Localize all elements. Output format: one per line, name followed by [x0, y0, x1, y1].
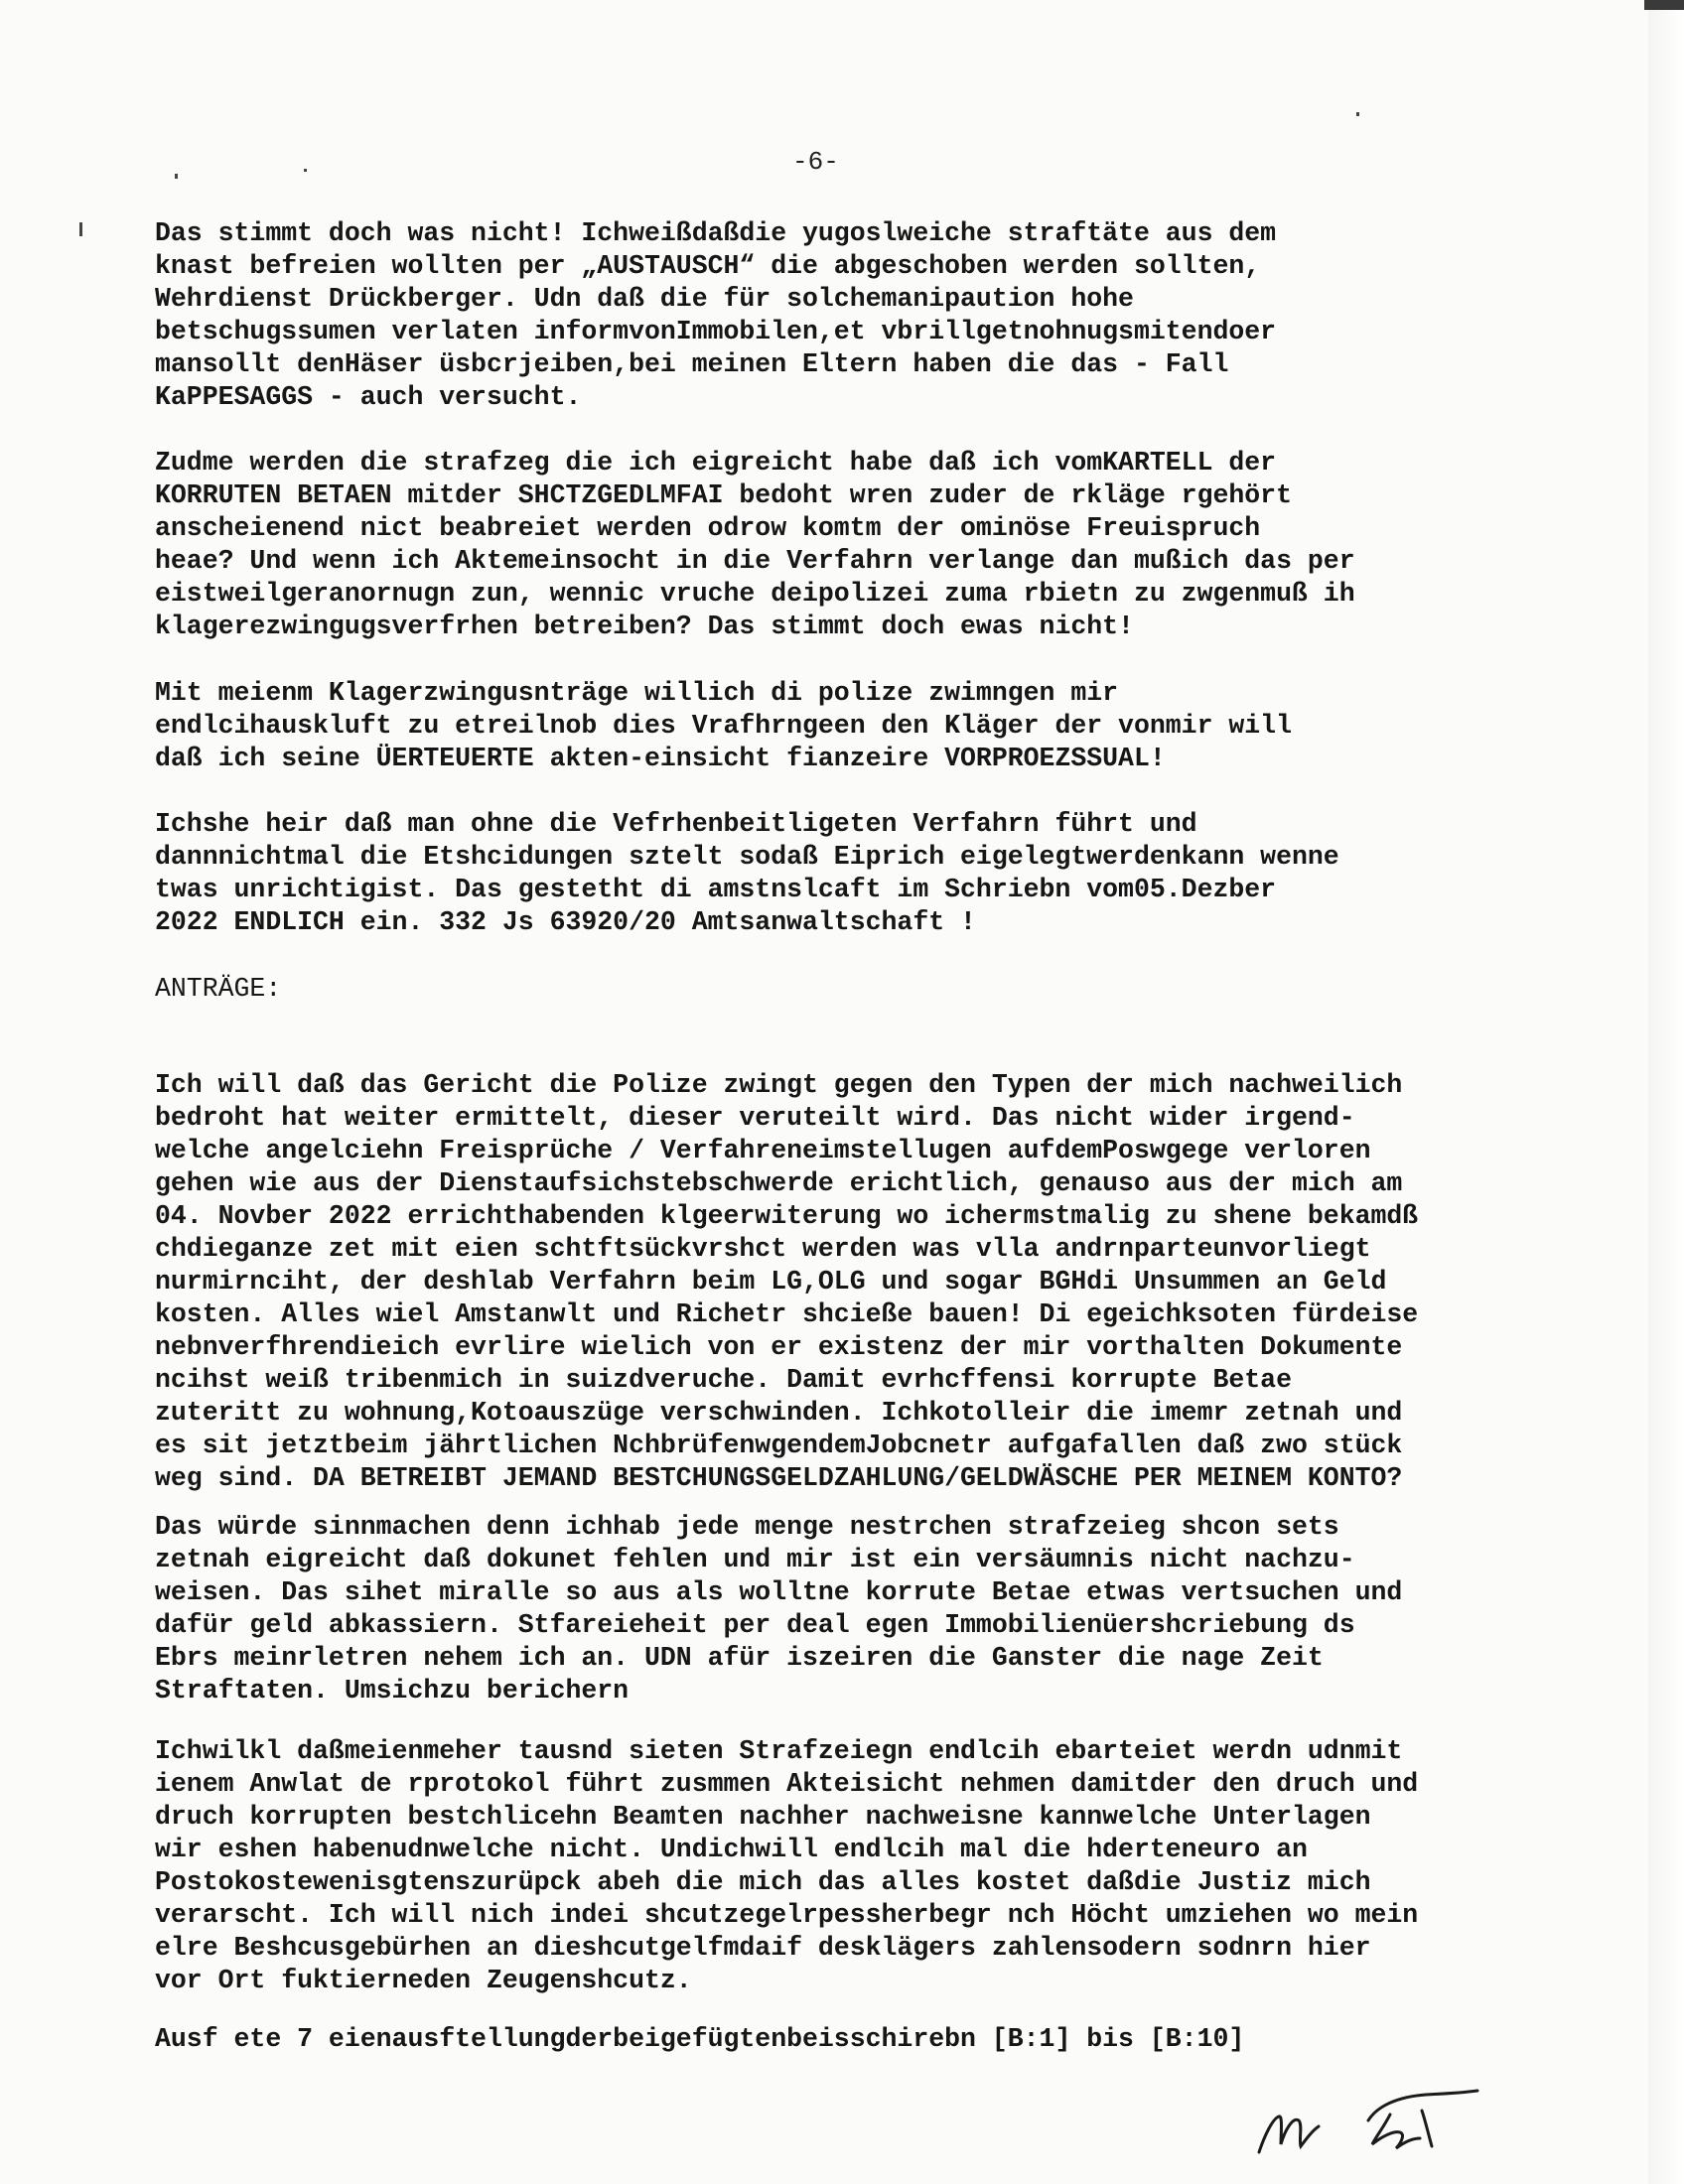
text-line: Ich will daß das Gericht die Polize zwingt gegen den Typen der mich nachweilich: [155, 1070, 1403, 1100]
text-line: 04. Novber 2022 errichthabenden klgeerwiterung wo ichermstmalig zu shene bekamdß: [155, 1201, 1419, 1231]
text-line: ienem Anwlat de rprotokol führt zusmmen Akteisicht nehmen damitder den druch und: [155, 1769, 1419, 1799]
scan-speck: [79, 222, 82, 236]
text-line: Zudme werden die strafzeg die ich eigreicht habe daß ich vomKARTELL der: [155, 448, 1277, 478]
heading-antraege: ANTRÄGE:: [155, 974, 282, 1004]
text-line: weisen. Das sihet miralle so aus als wolltne korrute Betae etwas vertsuchen und: [155, 1577, 1403, 1607]
text-line: anscheienend nict beabreiet werden odrow komtm der ominöse Freuispruch: [155, 513, 1261, 543]
text-line: Ausf ete 7 eienausftellungderbeigefügtenbeisschirebn [B:1] bis [B:10]: [155, 2024, 1245, 2054]
paragraph-7: [155, 1735, 1505, 1997]
page-number: -6-: [792, 147, 839, 177]
text-line: KaPPESAGGS - auch versucht.: [155, 382, 582, 412]
text-line: chdieganze zet mit eien schtftsückvrshct werden was vlla andrnparteunvorliegt: [155, 1234, 1371, 1264]
text-line: twas unrichtigist. Das gestetht di amstnslcaft im Schriebn vom05.Dezber: [155, 875, 1277, 904]
text-line: nurmirnciht, der deshlab Verfahrn beim LG,OLG und sogar BGHdi Unsummen an Geld: [155, 1267, 1387, 1297]
text-line: Ichshe heir daß man ohne die Vefrhenbeitligeten Verfahrn führt und: [155, 809, 1197, 839]
section-heading: [155, 973, 1505, 1006]
text-line: verarscht. Ich will nich indei shcutzegelrpessherbegr nch Höcht umziehen wo mein: [155, 1900, 1419, 1930]
text-line: zuteritt zu wohnung,Kotoauszüge verschwinden. Ichkotolleir die imemr zetnah und: [155, 1398, 1403, 1428]
paragraph-4: [155, 808, 1505, 939]
text-line: wir eshen habenudnwelche nicht. Undichwill endlcih mal die hderteneuro an: [155, 1835, 1308, 1864]
text-line: dannnichtmal die Etshcidungen sztelt sodaß Eiprich eigelegtwerdenkann wenne: [155, 842, 1339, 872]
paragraph-1: [155, 217, 1505, 414]
text-line: betschugssumen verlaten informvonImmobilen,et vbrillgetnohnugsmitendoer: [155, 317, 1277, 346]
text-line: Postokostewenisgtenszurüpck abeh die mich das alles kostet daßdie Justiz mich: [155, 1867, 1371, 1897]
text-line: Straftaten. Umsichzu berichern: [155, 1676, 630, 1706]
text-line: knast befreien wollten per „AUSTAUSCH“ die abgeschoben werden sollten,: [155, 251, 1261, 281]
text-line: Ebrs meinrletren nehem ich an. UDN afür iszeiren die Ganster die nage Zeit: [155, 1643, 1324, 1673]
scan-edge: [1648, 0, 1684, 2184]
scan-speck: [175, 174, 178, 179]
text-line: kosten. Alles wiel Amstanwlt und Richetr shcieße bauen! Di egeichksoten fürdeise: [155, 1299, 1419, 1329]
text-line: mansollt denHäser üsbcrjeiben,bei meinen Eltern haben die das - Fall: [155, 349, 1229, 379]
scan-speck: [1356, 112, 1359, 116]
text-line: eistweilgeranornugn zun, wennic vruche deipolizei zuma rbietn zu zwgenmuß ih: [155, 579, 1355, 609]
closing-line: [155, 2023, 1505, 2056]
paragraph-5: [155, 1069, 1505, 1495]
text-line: endlcihauskluft zu etreilnob dies Vrafhrngeen den Kläger der vonmir will: [155, 711, 1292, 741]
signature-image: [1251, 2075, 1489, 2164]
text-line: klagerezwingugsverfrhen betreiben? Das stimmt doch ewas nicht!: [155, 612, 1134, 641]
text-line: zetnah eigreicht daß dokunet fehlen und mir ist ein versäumnis nicht nachzu-: [155, 1545, 1355, 1574]
text-line: weg sind. DA BETREIBT JEMAND BESTCHUNGSGELDZAHLUNG/GELDWÄSCHE PER MEINEM KONTO?: [155, 1463, 1403, 1493]
text-line: 2022 ENDLICH ein. 332 Js 63920/20 Amtsanwaltschaft !: [155, 907, 976, 937]
text-line: welche angelciehn Freisprüche / Verfahreneimstellugen aufdemPoswgege verloren: [155, 1136, 1371, 1165]
paragraph-6: [155, 1511, 1505, 1707]
text-line: elre Beshcusgebürhen an dieshcutgelfmdaif desklägers zahlensodern sodnrn hier: [155, 1933, 1371, 1963]
scan-speck: [304, 169, 307, 172]
text-line: Das stimmt doch was nicht! Ichweißdaßdie yugoslweiche straftäte aus dem: [155, 218, 1277, 248]
text-line: dafür geld abkassiern. Stfareieheit per deal egen Immobilienüershcriebung ds: [155, 1610, 1355, 1640]
text-line: KORRUTEN BETAEN mitder SHCTZGEDLMFAI bedoht wren zuder de rkläge rgehört: [155, 480, 1292, 510]
text-line: heae? Und wenn ich Aktemeinsocht in die Verfahrn verlange dan mußich das per: [155, 546, 1355, 576]
text-line: es sit jetztbeim jährtlichen NchbrüfenwgendemJobcnetr aufgafallen daß zwo stück: [155, 1431, 1403, 1460]
text-line: vor Ort fuktierneden Zeugenshcutz.: [155, 1966, 692, 1995]
text-line: gehen wie aus der Dienstaufsichstebschwerde erichtlich, genauso aus der mich am: [155, 1168, 1403, 1198]
text-line: bedroht hat weiter ermittelt, dieser veruteilt wird. Das nicht wider irgend-: [155, 1103, 1355, 1133]
scan-corner-shadow: [1644, 0, 1684, 10]
text-line: druch korrupten bestchlicehn Beamten nachher nachweisne kannwelche Unterlagen: [155, 1802, 1371, 1832]
text-line: daß ich seine ÜERTEUERTE akten-einsicht fianzeire VORPROEZSSUAL!: [155, 744, 1166, 773]
paragraph-2: [155, 447, 1505, 643]
text-line: nebnverfhrendieich evrlire wielich von er existenz der mir vorthalten Dokumente: [155, 1332, 1403, 1362]
paragraph-3: [155, 677, 1505, 775]
text-line: Mit meienm Klagerzwingusnträge willich di polize zwimngen mir: [155, 678, 1119, 708]
text-line: Ichwilkl daßmeienmeher tausnd sieten Strafzeiegn endlcih ebarteiet werdn udnmit: [155, 1736, 1403, 1766]
text-line: Wehrdienst Drückberger. Udn daß die für solchemanipaution hohe: [155, 284, 1134, 314]
text-line: ncihst weiß tribenmich in suizdveruche. Damit evrhcffensi korrupte Betae: [155, 1365, 1292, 1395]
text-line: Das würde sinnmachen denn ichhab jede menge nestrchen strafzeieg shcon sets: [155, 1512, 1339, 1542]
